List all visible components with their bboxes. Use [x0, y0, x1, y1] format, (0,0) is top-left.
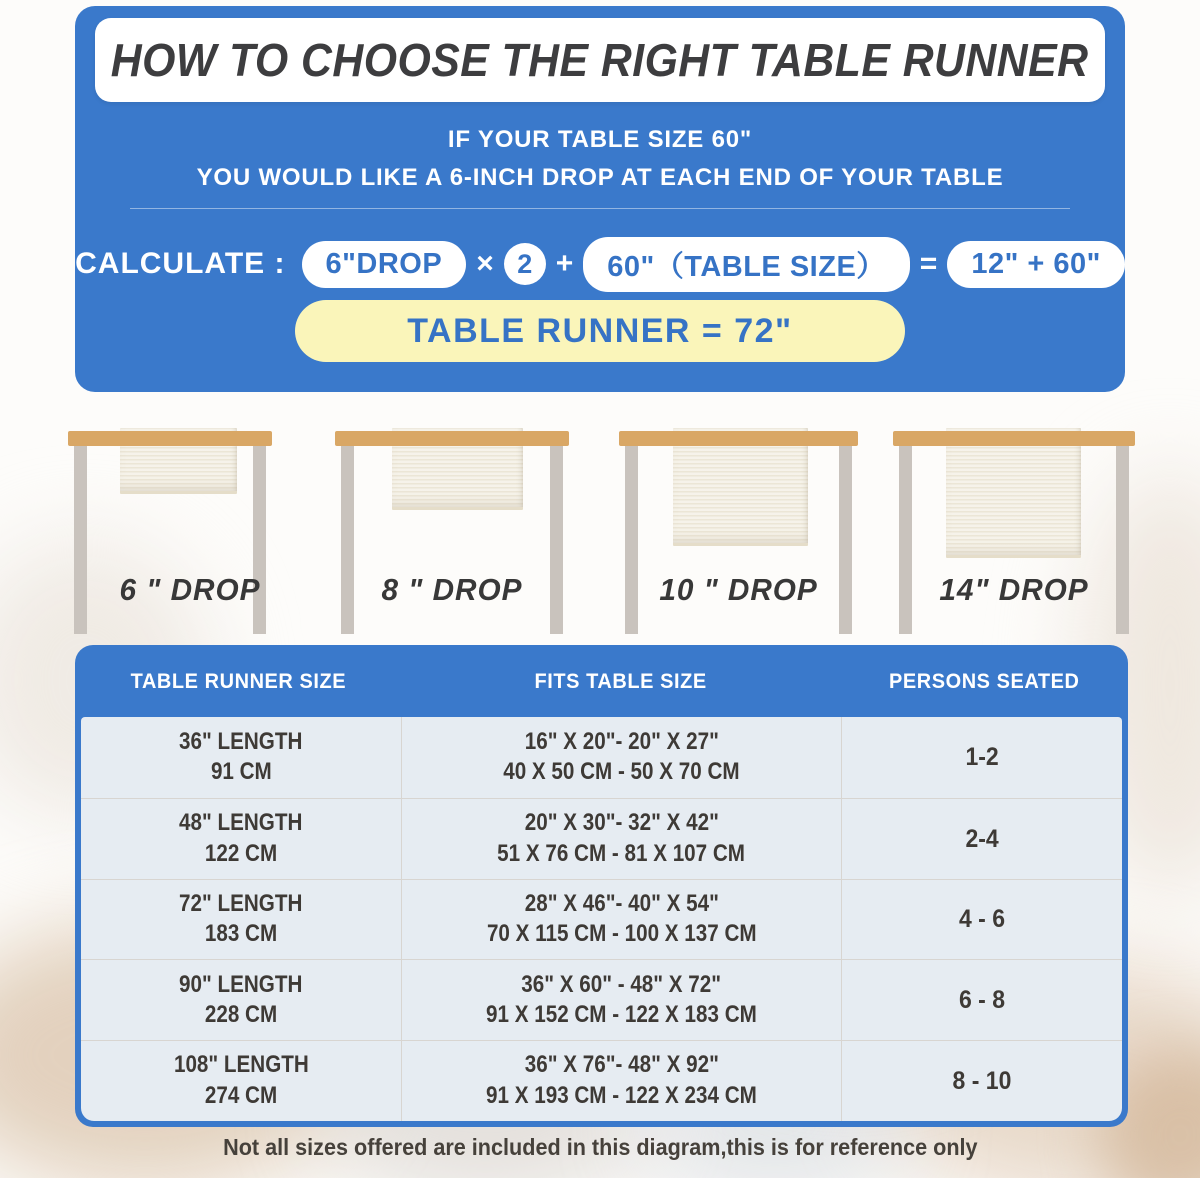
runner-size-cell	[81, 960, 401, 1040]
size-reference-table	[75, 645, 1128, 1127]
column-header-runner-size	[75, 645, 401, 718]
fits-inches: 36" X 76"- 48" X 92"	[524, 1051, 719, 1079]
table-row	[81, 879, 1122, 960]
drop-label: 8 " DROP	[381, 572, 523, 607]
fits-size-cell	[401, 880, 841, 960]
persons-count: 2-4	[965, 824, 999, 853]
fits-cm: 91 X 152 CM - 122 X 183 CM	[486, 1001, 757, 1029]
table-row	[81, 959, 1122, 1040]
size-cm: 274 CM	[204, 1082, 278, 1110]
fits-size-cell	[401, 960, 841, 1040]
persons-count: 1-2	[965, 743, 999, 772]
size-inches: 90" LENGTH	[179, 970, 303, 998]
size-inches: 36" LENGTH	[179, 727, 303, 755]
fits-inches: 28" X 46"- 40" X 54"	[524, 889, 719, 917]
persons-seated-cell	[841, 880, 1122, 960]
table-row	[81, 798, 1122, 879]
column-header-label: PERSONS SEATED	[889, 669, 1080, 693]
persons-seated-cell	[841, 1041, 1122, 1121]
size-inches: 72" LENGTH	[179, 889, 303, 917]
table-size-pill: 60"（TABLE SIZE）	[583, 237, 910, 292]
subtitle-line-1: IF YOUR TABLE SIZE 60"	[447, 126, 753, 153]
plus-sign: +	[555, 247, 574, 280]
column-header-label: FITS TABLE SIZE	[534, 669, 708, 693]
persons-count: 8 - 10	[952, 1067, 1012, 1096]
drop-figure-14in	[893, 424, 1135, 642]
disclaimer-note	[0, 1134, 1200, 1161]
fits-cm: 70 X 115 CM - 100 X 137 CM	[486, 920, 757, 948]
subtitle-line-2: YOU WOULD LIKE A 6-INCH DROP AT EACH END OF YOUR TABLE	[196, 164, 1004, 191]
persons-count: 4 - 6	[958, 905, 1006, 934]
table-runner-illustration	[946, 428, 1081, 558]
fits-cm: 51 X 76 CM - 81 X 107 CM	[497, 839, 746, 867]
size-cm: 228 CM	[204, 1001, 278, 1029]
column-header-persons	[841, 645, 1128, 718]
divider-line	[130, 208, 1070, 209]
fits-size-cell	[401, 717, 841, 798]
runner-size-cell	[81, 1041, 401, 1121]
persons-seated-cell	[841, 799, 1122, 879]
fits-size-cell	[401, 1041, 841, 1121]
fits-inches: 20" X 30"- 32" X 42"	[524, 808, 719, 836]
table-body	[81, 717, 1122, 1121]
result-pill: 12" + 60"	[947, 241, 1125, 288]
calculate-label: CALCULATE :	[75, 247, 286, 280]
table-row	[81, 717, 1122, 798]
table-row	[81, 1040, 1122, 1121]
equals-sign: =	[919, 247, 938, 280]
table-runner-total-pill: TABLE RUNNER = 72"	[295, 300, 905, 362]
drop-figure-10in	[619, 424, 858, 642]
size-cm: 122 CM	[204, 839, 278, 867]
calculation-formula	[75, 240, 1125, 288]
drop-value-pill: 6"DROP	[302, 241, 467, 288]
table-leg	[74, 446, 87, 634]
multiplier-circle: 2	[504, 243, 546, 285]
tabletop-illustration	[335, 431, 569, 446]
fits-size-cell	[401, 799, 841, 879]
runner-size-cell	[81, 880, 401, 960]
size-cm: 91 CM	[210, 758, 272, 786]
tabletop-illustration	[619, 431, 858, 446]
runner-size-cell	[81, 717, 401, 798]
drop-label: 14" DROP	[939, 572, 1089, 607]
tabletop-illustration	[893, 431, 1135, 446]
drop-figure-8in	[335, 424, 569, 642]
fits-cm: 91 X 193 CM - 122 X 234 CM	[486, 1082, 757, 1110]
column-header-label: TABLE RUNNER SIZE	[130, 669, 346, 693]
size-cm: 183 CM	[204, 920, 278, 948]
fits-cm: 40 X 50 CM - 50 X 70 CM	[503, 758, 740, 786]
page-title: HOW TO CHOOSE THE RIGHT TABLE RUNNER	[111, 34, 1089, 86]
multiply-sign: ×	[476, 247, 494, 280]
size-inches: 48" LENGTH	[179, 808, 303, 836]
instruction-panel	[75, 6, 1125, 392]
persons-count: 6 - 8	[958, 986, 1006, 1015]
tabletop-illustration	[68, 431, 272, 446]
disclaimer-text: Not all sizes offered are included in this diagram,this is for reference only	[222, 1134, 978, 1160]
persons-seated-cell	[841, 717, 1122, 798]
fits-inches: 16" X 20"- 20" X 27"	[524, 727, 719, 755]
drop-label: 6 " DROP	[119, 572, 261, 607]
column-header-fits-size	[401, 645, 841, 718]
runner-size-cell	[81, 799, 401, 879]
title-banner	[95, 18, 1105, 102]
fits-inches: 36" X 60" - 48" X 72"	[521, 970, 722, 998]
persons-seated-cell	[841, 960, 1122, 1040]
drop-label: 10 " DROP	[659, 572, 818, 607]
drop-figure-6in	[68, 424, 272, 642]
table-header-row	[75, 645, 1128, 718]
size-inches: 108" LENGTH	[173, 1051, 309, 1079]
